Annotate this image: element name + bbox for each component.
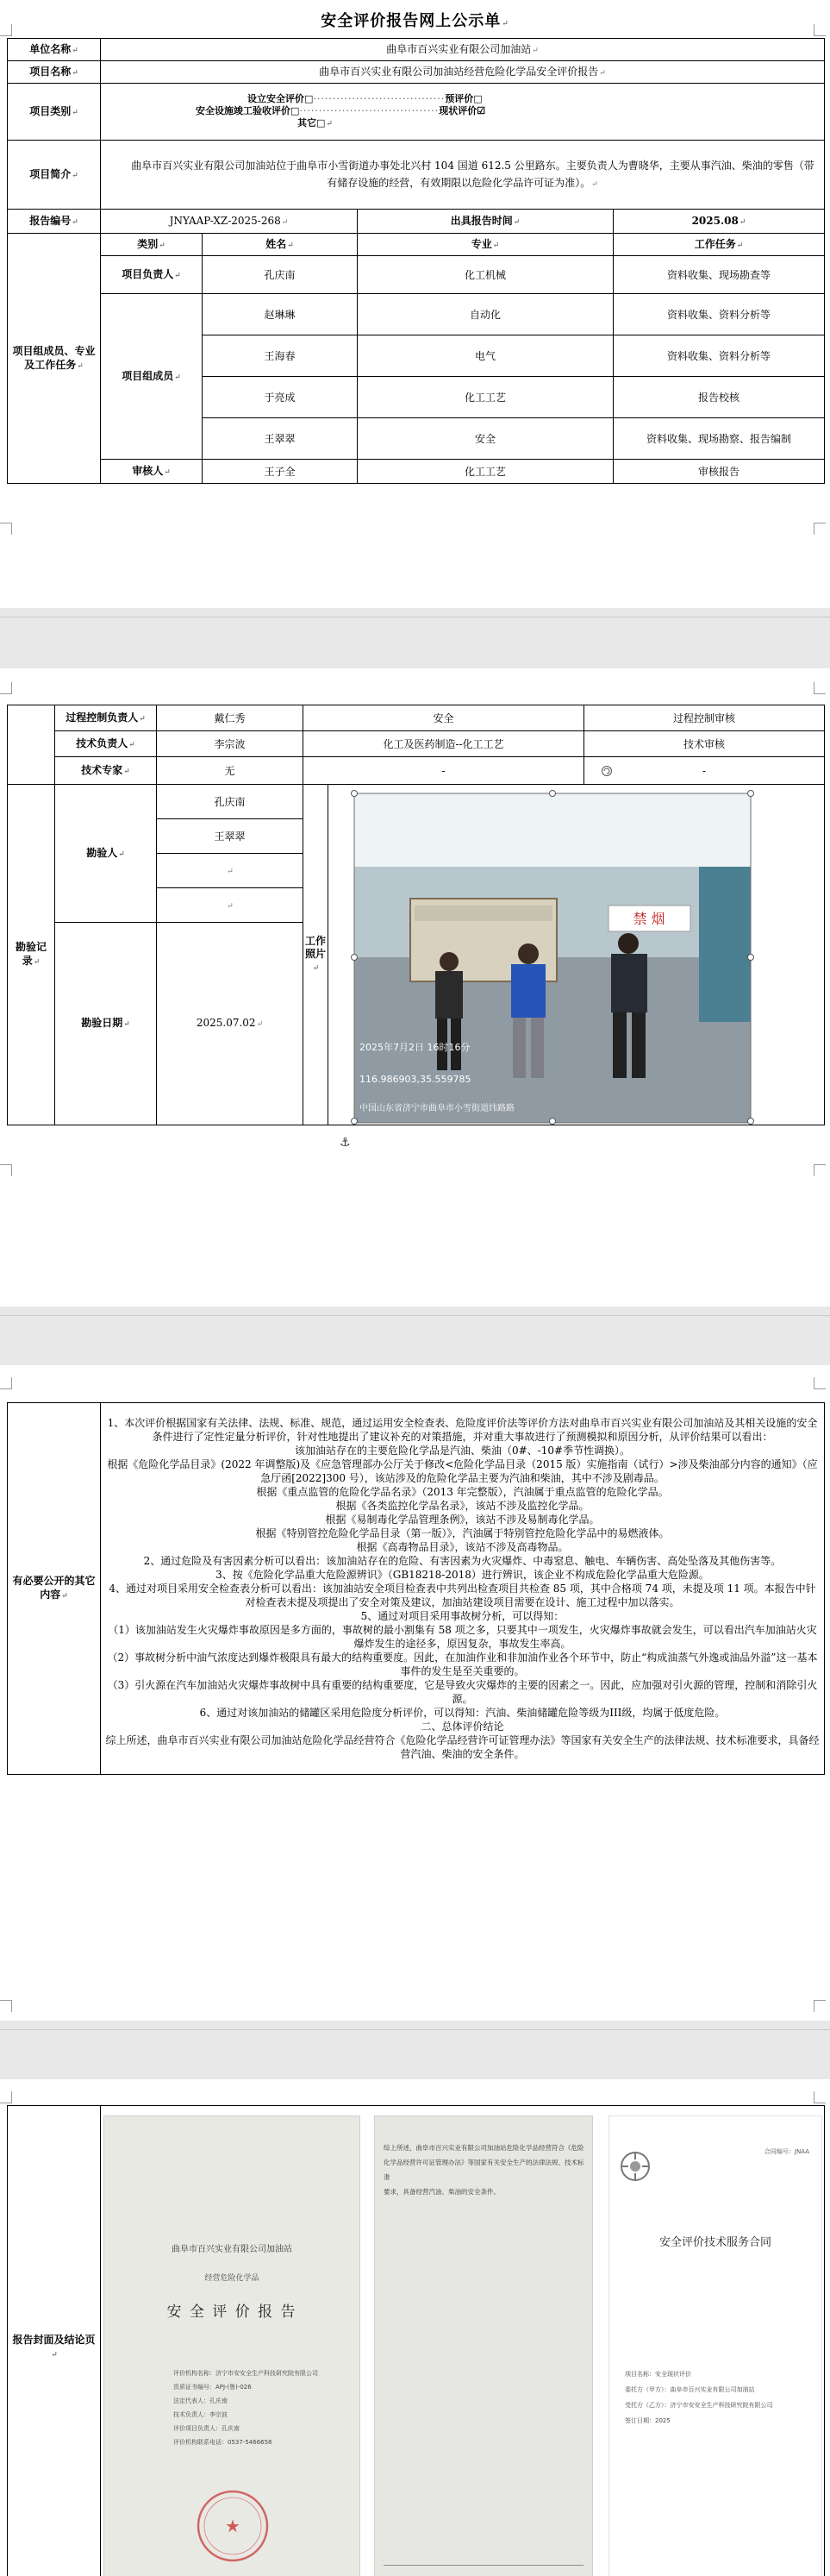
project-category-label: 项目类别↵ [8,84,101,141]
category-line-3: 其它□↵ [297,117,333,128]
report-no-value: JNYAAP-XZ-2025-268↵ [101,210,358,234]
report-no-label: 报告编号↵ [8,210,101,234]
conclusion-page-line: 要求，具备经营汽油、柴油的安全条件。 [384,2188,500,2196]
page-1 [0,0,830,539]
photo-location: 中国山东省济宁市曲阜市小雪街道纬路路 [359,1104,515,1113]
disclosure-content [101,1403,825,1775]
checkbox-empty-icon[interactable]: □ [304,93,314,104]
process-control-task: 过程控制审核 [584,705,825,731]
unit-name-value: 曲阜市百兴实业有限公司加油站↵ [101,39,825,61]
tech-expert-label: 技术专家↵ [55,757,157,785]
conclusion-paragraph: 根据《易制毒化学品管理条例》，该站不涉及易制毒化学品。 [325,1514,600,1526]
member-name: 王翠翠 [203,418,358,460]
project-intro-text: 曲阜市百兴实业有限公司加油站位于曲阜市小雪街道办事处北兴村 104 国道 612.5 公里路东。主要负责人为曹晓华，主要从事汽油、柴油的零售（带有储存设施的经营，有效期限以危险化学品许可证为准）。↵ [101,141,825,210]
team-header-type: 类别↵ [101,234,203,256]
category-line-2: 安全设施竣工验收评价□····································现状评价☑ [196,105,486,116]
conclusion-paragraph: 1、本次评价根据国家有关法律、法规、标准、规范，通过运用安全检查表、危险度评价法等评价方法对曲阜市百兴实业有限公司加油站及其相关设施的安全条件进行了定性定量分析评价，针对性地提出了建议补充的对策措施，并对重大事故进行了预测模拟和原因分析，从评价结果可以看出： [107,1417,818,1443]
contract-row: 签订日期：2025 [625,2417,671,2424]
cover-subtitle: 经营危险化学品 [204,2274,259,2283]
member-name: 于亮成 [203,377,358,418]
resize-handle-icon[interactable] [748,955,754,961]
member-task: 资料收集、资料分析等 [614,294,825,335]
contract-title: 安全评价技术服务合同 [658,2236,771,2249]
crop-mark [814,1377,826,1389]
cover-info-row: 法定代表人：孔庆南 [173,2397,228,2404]
reviewer-name: 王子全 [203,460,358,484]
page-3 [0,1365,830,2021]
crop-mark [814,523,826,535]
conclusion-paragraph: （1）该加油站发生火灾爆炸事故原因是多方面的，事故树的最小割集有 58 项之多，只要其中一项发生，火灾爆炸事故就会发生，可以看出汽车加油站火灾爆炸发生的途径多，原因复杂，事故发生率高。 [108,1624,817,1650]
contract-row: 项目名称：安全现状评价 [625,2371,691,2378]
conclusion-paragraph: 3、按《危险化学品重大危险源辨识》（GB18218-2018）进行辨识，该企业不构成危险化学品重大危险源。 [215,1569,709,1581]
process-control-label: 过程控制负责人↵ [55,705,157,731]
checkbox-empty-icon[interactable]: □ [473,93,483,104]
conclusion-paragraph: 根据《高毒物品目录》，该站不涉及高毒物品。 [356,1541,569,1553]
cover-info-list [173,2366,346,2449]
photo-timestamp: 2025年7月2日 16时16分 [359,1042,471,1053]
page-gap [0,1307,830,1365]
project-name-value: 曲阜市百兴实业有限公司加油站经营危险化学品安全评价报告↵ [101,61,825,84]
project-name-label: 项目名称↵ [8,61,101,84]
team-header-major: 专业↵ [358,234,614,256]
member-major: 电气 [358,335,614,377]
disclosure-table [7,1402,825,1775]
photo-coords: 116.986903,35.559785 [359,1074,471,1085]
conclusion-paragraph: 2、通过危险及有害因素分析可以看出：该加油站存在的危险、有害因素为火灾爆炸、中毒窒息、触电、车辆伤害、高处坠落及其他伤害等。 [143,1555,782,1567]
member-task: 资料收集、现场勘察、报告编制 [614,418,825,460]
conclusion-paragraph: 根据《特别管控危险化学品目录（第一版）》，汽油属于特别管控危险化学品中的易燃液体。 [255,1527,670,1539]
resize-handle-icon[interactable] [550,1119,556,1125]
conclusion-page-line: 化学品经营许可证管理办法》等国家有关安全生产的法律法规、技术标准 [384,2159,584,2181]
cover-title: 安 全 评 价 报 告 [166,2303,297,2321]
tech-lead-name: 李宗波 [157,731,303,757]
cover-info-row: 评价项目负责人：孔庆南 [173,2425,240,2432]
surveyor-name: ↵ [157,854,303,888]
resize-handle-icon[interactable] [748,1119,754,1125]
tech-lead-label: 技术负责人↵ [55,731,157,757]
conclusion-paragraph: 综上所述，曲阜市百兴实业有限公司加油站危险化学品经营符合《危险化学品经营许可证管理办法》等国家有关安全生产的法律法规、技术标准要求，具备经营汽油、柴油的安全条件。 [105,1734,820,1760]
resize-handle-icon[interactable] [550,791,556,797]
member-task: 报告校核 [614,377,825,418]
conclusion-page-line: 综上所述，曲阜市百兴实业有限公司加油站危险化学品经营符合《危险 [384,2144,584,2152]
page-title: 安全评价报告网上公示单↵ [321,12,509,30]
page-gap [0,2021,830,2079]
conclusion-page-scan[interactable] [374,2115,593,2576]
crop-mark [0,523,12,535]
contract-row: 受托方（乙方）：济宁市安安全生产科技研究院有限公司 [625,2402,773,2409]
conclusion-paragraph: 根据《各类监控化学品名录》，该站不涉及监控化学品。 [335,1500,590,1512]
table-row [8,256,825,294]
surveyor-name: 孔庆南 [157,785,303,819]
info-table [7,38,825,484]
surveyor-name: ↵ [157,888,303,923]
disclosure-label: 有必要公开的其它内容↵ [8,1403,101,1775]
blank-cell [8,705,55,785]
conclusion-paragraph: 6、通过对该加油站的储罐区采用危险度分析评价，可以得知：汽油、柴油储罐危险等级为III级，均属于低度危险。 [199,1707,726,1719]
tech-lead-task: 技术审核 [584,731,825,757]
crop-mark [0,1377,12,1389]
conclusion-paragraph: 4、通过对项目采用安全检查表分析可以看出：该加油站安全项目检查表中共列出检查项目共检查 85 项，其中合格项 74 项，未提及项 11 项。本报告中针对检查表未提及项提出了安全对策及建议，加油站建设项目需要在设计、施工过程中加以落实。 [109,1583,816,1608]
leader-name: 孔庆南 [203,256,358,294]
table-row [8,460,825,484]
release-time-label: 出具报告时间↵ [358,210,614,234]
resize-handle-icon[interactable] [352,955,358,961]
crop-mark [0,682,12,694]
cover-info-row: 技术负责人：李宗波 [173,2411,228,2418]
release-time-value: 2025.08↵ [614,210,825,234]
conclusion-paragraph: 根据《危险化学品目录》(2022 年调整版)及《应急管理部办公厅关于修改<危险化学品目录（2015 版）实施指南（试行）>涉及柴油部分内容的通知》（应急厅函[2022]300 号），该站涉及的危险化学品主要为汽油和柴油，其中不涉及剧毒品。 [107,1458,818,1484]
table-row [8,757,825,785]
member-task: 资料收集、资料分析等 [614,335,825,377]
project-intro-label: 项目简介↵ [8,141,101,210]
table-row [8,294,825,335]
member-name: 赵琳琳 [203,294,358,335]
members-label: 项目组成员↵ [101,294,203,460]
member-major: 自动化 [358,294,614,335]
leader-task: 资料收集、现场勘查等 [614,256,825,294]
leader-label: 项目负责人↵ [101,256,203,294]
conclusion-paragraph: 根据《重点监管的危险化学品名录》（2013 年完整版），汽油属于重点监管的危险化学品。 [256,1486,669,1498]
survey-table [7,705,825,1125]
cover-info-row: 资质证书编号：APJ-(鲁)-026 [173,2384,252,2391]
work-photo[interactable] [328,785,754,1125]
team-header-name: 姓名↵ [203,234,358,256]
survey-date-label: 勘验日期↵ [55,923,157,1125]
report-cover-scan[interactable] [103,2115,360,2576]
tech-expert-task: - [584,757,825,785]
work-photo-cell [328,785,825,1125]
survey-record-label: 勘验记录↵ [8,785,55,1125]
cover-label: 报告封面及结论页↵ [8,2106,101,2576]
emblem-icon [618,2149,652,2184]
tech-expert-name: 无 [157,757,303,785]
crop-mark [814,2000,826,2012]
checkbox-checked-icon[interactable]: ☑ [477,105,486,116]
leader-major: 化工机械 [358,256,614,294]
page-gap [0,608,830,668]
crop-mark [0,24,12,36]
crop-mark [814,1164,826,1176]
page-2 [0,668,830,1307]
crop-mark [814,2091,826,2103]
conclusion-paragraph: 该加油站存在的主要危险化学品是汽油、柴油（0#、-10#季节性调换）。 [294,1445,631,1457]
contract-row: 委托方（甲方）：曲阜市百兴实业有限公司加油站 [625,2386,755,2393]
surveyor-name: 王翠翠 [157,819,303,854]
conclusion-paragraph: （2）事故树分析中油气浓度达到爆炸极限具有最大的结构重要度。因此，在加油作业和非加油作业各个环节中，防止“构成油蒸气外逸或油品外溢”这一基本事件的发生是至关重要的。 [107,1652,818,1677]
resize-handle-icon[interactable] [352,791,358,797]
conclusion-paragraph: （3）引火源在汽车加油站火灾爆炸事故树中具有重要的结构重要度，它是导致火灾爆炸的主要的因素之一。因此，应加强对引火源的管理，控制和消除引火源。 [107,1679,818,1705]
process-control-major: 安全 [303,705,584,731]
crop-mark [0,2091,12,2103]
page-4 [0,2079,830,2576]
crop-mark [0,2000,12,2012]
tech-expert-major: - [303,757,584,785]
team-header-task: 工作任务↵ [614,234,825,256]
crop-mark [814,24,826,36]
svg-text:★: ★ [225,2516,240,2536]
category-line-1: 设立安全评价□··································预评价□ [247,93,483,104]
return-mark-icon: ↵ [502,20,509,28]
member-name: 王海春 [203,335,358,377]
cover-info-row: 评价机构联系电话：0537-5466658 [173,2439,272,2446]
survey-date-value: 2025.07.02↵ [157,923,303,1125]
member-major: 安全 [358,418,614,460]
anchor-icon[interactable]: ⚓ [340,1136,351,1150]
photo-label: 工作照片↵ [303,785,328,1125]
contract-no: 合同编号：JNAA [764,2148,809,2155]
table-row [8,731,825,757]
unit-name-label: 单位名称↵ [8,39,101,61]
resize-handle-icon[interactable] [352,1119,358,1125]
crop-mark [814,682,826,694]
cover-company: 曲阜市百兴实业有限公司加油站 [172,2245,292,2254]
table-row [8,705,825,731]
reviewer-major: 化工工艺 [358,460,614,484]
project-category-options [101,84,825,141]
checkbox-empty-icon[interactable]: □ [316,117,326,128]
contract-info [625,2366,814,2429]
member-major: 化工工艺 [358,377,614,418]
seal-icon [194,2487,271,2565]
reviewer-task: 审核报告 [614,460,825,484]
conclusion-paragraph: 5、通过对项目采用事故树分析，可以得知： [360,1610,565,1622]
resize-handle-icon[interactable] [748,791,754,797]
rotate-handle-icon[interactable] [601,765,613,777]
surveyor-label: 勘验人↵ [55,785,157,923]
crop-mark [0,1164,12,1176]
conclusion-paragraph: 二、总体评价结论 [421,1720,504,1733]
cover-info-row: 评价机构名称：济宁市安安全生产科技研究院有限公司 [173,2370,318,2377]
contract-scan[interactable] [608,2115,822,2576]
reviewer-label: 审核人↵ [101,460,203,484]
process-control-name: 戴仁秀 [157,705,303,731]
tech-lead-major: 化工及医药制造--化工工艺 [303,731,584,757]
conclusion-page-text [384,2140,587,2199]
team-group-label: 项目组成员、专业及工作任务↵ [8,234,101,484]
checkbox-empty-icon[interactable]: □ [290,105,300,116]
photo-banner: 禁 烟 [633,911,665,927]
